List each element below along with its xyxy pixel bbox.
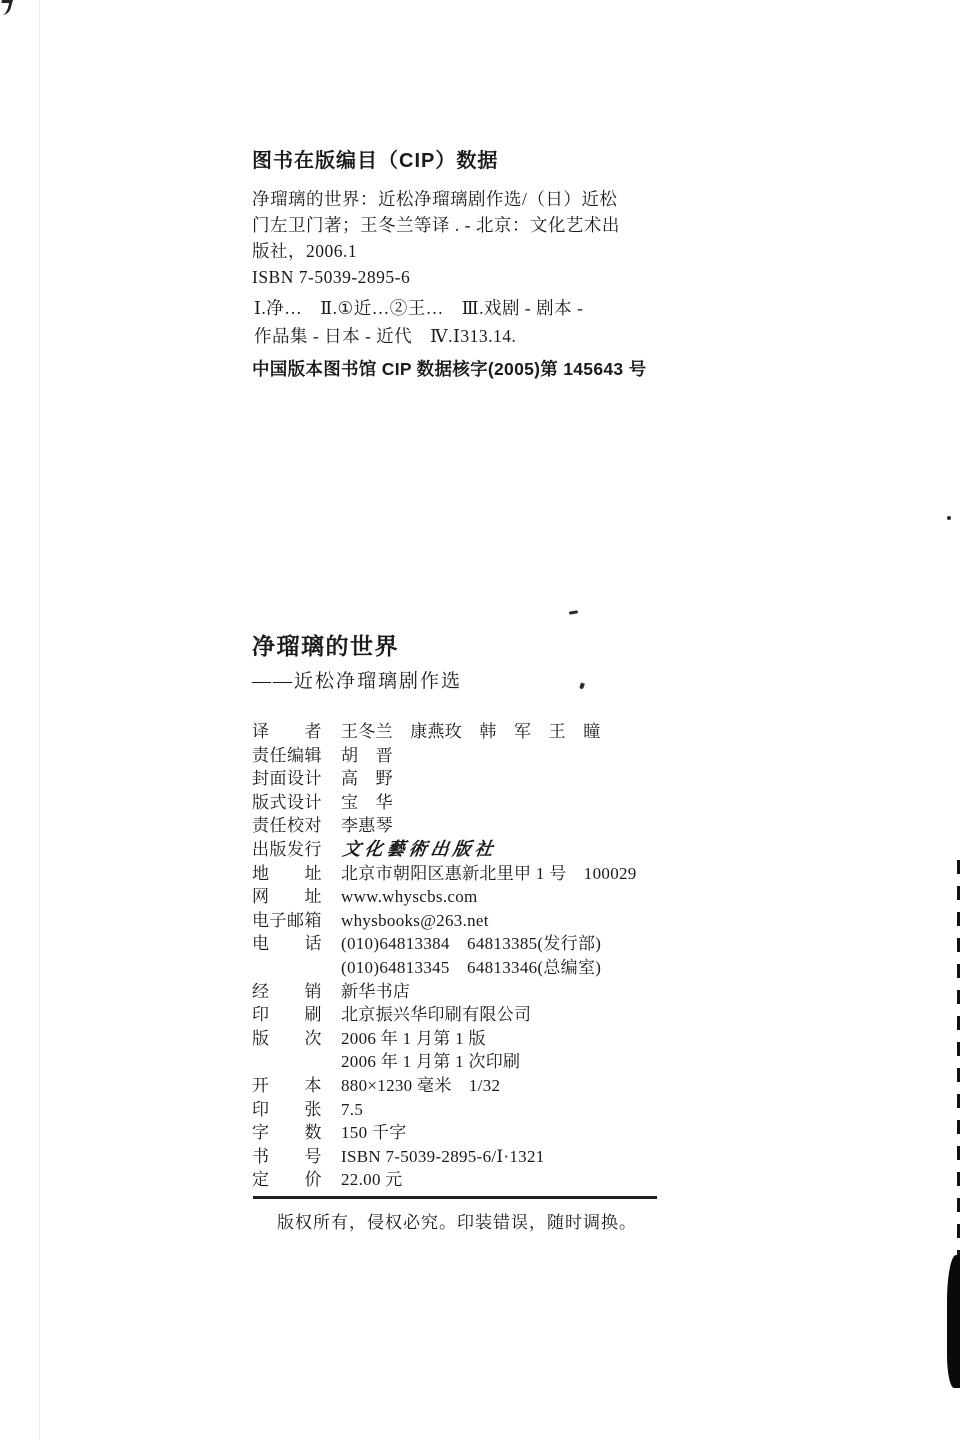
colophon-row bbox=[252, 1027, 672, 1051]
colophon-value: 北京市朝阳区惠新北里甲 1 号 100029 bbox=[341, 863, 637, 883]
colophon-row bbox=[252, 1074, 672, 1098]
scan-artifact bbox=[947, 516, 951, 520]
cip-description-line: 门左卫门著；王冬兰等译 . - 北京：文化艺术出 bbox=[252, 215, 620, 235]
colophon-label: 封面设计 bbox=[252, 769, 322, 789]
rule-divider bbox=[253, 1196, 657, 1199]
colophon-value: 文化藝術出版社 bbox=[341, 838, 499, 859]
colophon-value: 胡 晋 bbox=[341, 745, 393, 765]
cip-classification-line: 作品集 - 日本 - 近代 Ⅳ.Ⅰ313.14. bbox=[254, 326, 517, 346]
colophon-value: 880×1230 毫米 1/32 bbox=[341, 1075, 501, 1095]
cip-description bbox=[252, 186, 664, 290]
colophon-label: 字 数 bbox=[252, 1123, 322, 1143]
colophon-label: 开 本 bbox=[252, 1075, 322, 1095]
colophon-label: 电 话 bbox=[252, 934, 322, 954]
colophon-label: 印 刷 bbox=[252, 1005, 322, 1025]
colophon-row bbox=[252, 1121, 672, 1145]
colophon-value: (010)64813384 64813385(发行部) bbox=[341, 934, 602, 954]
colophon-row bbox=[252, 1098, 672, 1122]
cip-isbn-line: ISBN 7-5039-2895-6 bbox=[252, 267, 411, 287]
colophon-row bbox=[252, 767, 672, 791]
colophon-row bbox=[252, 744, 672, 768]
colophon-value: whysbooks@263.net bbox=[341, 910, 489, 930]
colophon-label: 出版发行 bbox=[252, 839, 322, 859]
colophon-value: 高 野 bbox=[341, 769, 393, 789]
colophon-row bbox=[252, 980, 672, 1004]
colophon-label: 网 址 bbox=[252, 887, 322, 907]
page-fold-line bbox=[39, 0, 40, 1439]
colophon-row bbox=[252, 1050, 672, 1074]
colophon-label: 印 张 bbox=[252, 1099, 322, 1119]
colophon-value: 22.00 元 bbox=[341, 1170, 403, 1190]
colophon-row bbox=[252, 1168, 672, 1192]
book-title: 净瑠璃的世界 bbox=[252, 633, 399, 659]
colophon-value: 2006 年 1 月第 1 次印刷 bbox=[341, 1052, 521, 1072]
colophon-label: 译 者 bbox=[252, 722, 322, 741]
cip-description-line: 版社，2006.1 bbox=[252, 241, 358, 261]
colophon-row bbox=[252, 1003, 672, 1027]
cip-classification-line: Ⅰ.净… Ⅱ.①近…②王… Ⅲ.戏剧 - 剧本 - bbox=[254, 298, 584, 318]
colophon-value: ISBN 7-5039-2895-6/Ⅰ·1321 bbox=[341, 1146, 545, 1166]
colophon-row bbox=[252, 909, 672, 933]
colophon-label: 地 址 bbox=[252, 863, 322, 883]
colophon-row bbox=[252, 720, 672, 744]
colophon-value: 7.5 bbox=[341, 1099, 364, 1119]
scan-edge-blob bbox=[947, 1255, 960, 1388]
cip-heading: 图书在版编目（CIP）数据 bbox=[252, 150, 499, 172]
colophon-row bbox=[252, 814, 672, 838]
colophon-label: 版式设计 bbox=[252, 792, 322, 812]
colophon-value: 2006 年 1 月第 1 版 bbox=[341, 1028, 486, 1048]
scan-artifact bbox=[569, 610, 578, 615]
scan-artifact bbox=[579, 682, 585, 689]
colophon-row bbox=[252, 885, 672, 909]
colophon-label: 责任编辑 bbox=[252, 745, 322, 765]
colophon-value: 李惠琴 bbox=[341, 816, 393, 836]
colophon-label: 书 号 bbox=[252, 1146, 322, 1166]
colophon-label: 版 次 bbox=[252, 1028, 322, 1048]
colophon-row bbox=[252, 956, 672, 980]
colophon-row bbox=[252, 932, 672, 956]
colophon-value: 150 千字 bbox=[341, 1123, 407, 1143]
cip-classification bbox=[254, 294, 666, 350]
colophon-label: 电子邮箱 bbox=[252, 910, 322, 930]
copyright-notice: 版权所有，侵权必究。印装错误，随时调换。 bbox=[277, 1213, 637, 1232]
colophon-value: (010)64813345 64813346(总编室) bbox=[341, 957, 602, 977]
scan-artifact bbox=[0, 0, 13, 15]
colophon-value: www.whyscbs.com bbox=[341, 887, 478, 907]
book-subtitle: ——近松净瑠璃剧作选 bbox=[252, 671, 463, 692]
colophon-row bbox=[252, 791, 672, 815]
colophon-row bbox=[252, 862, 672, 886]
colophon-value: 王冬兰 康燕玫 韩 军 王 瞳 bbox=[341, 722, 601, 741]
cip-record-number: 中国版本图书馆 CIP 数据核字(2005)第 145643 号 bbox=[252, 359, 647, 379]
cip-description-line: 净瑠璃的世界：近松净瑠璃剧作选/（日）近松 bbox=[252, 189, 618, 209]
colophon-label: 责任校对 bbox=[252, 816, 322, 836]
colophon-label: 经 销 bbox=[252, 981, 322, 1001]
colophon-value: 新华书店 bbox=[341, 981, 411, 1001]
colophon-value: 宝 华 bbox=[341, 792, 393, 812]
colophon-row bbox=[252, 838, 672, 862]
colophon-label: 定 价 bbox=[252, 1170, 322, 1190]
colophon-row bbox=[252, 1145, 672, 1169]
colophon-table bbox=[252, 720, 672, 1192]
colophon-value: 北京振兴华印刷有限公司 bbox=[341, 1005, 532, 1025]
